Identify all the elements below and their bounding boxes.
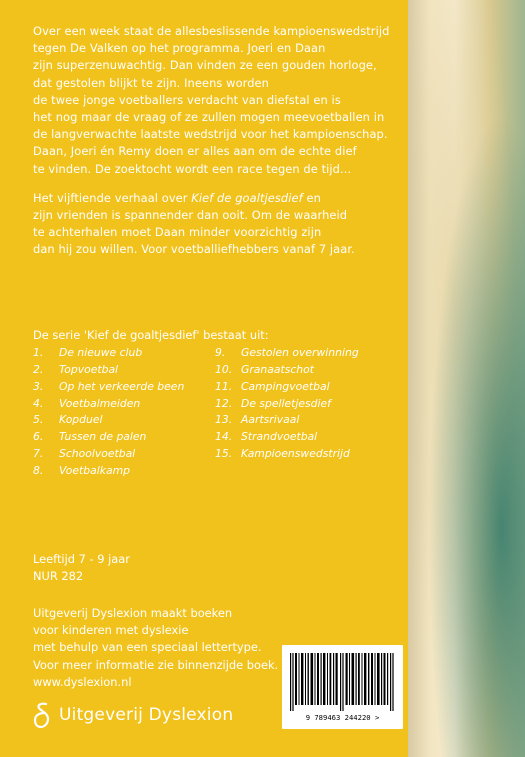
series-item (33, 412, 213, 429)
series-item-title: Voetbalmeiden (59, 396, 141, 410)
series-item (33, 379, 213, 396)
series-item (215, 412, 395, 429)
series-item-number: 6. (33, 430, 44, 444)
series-item-title: Campingvoetbal (241, 379, 330, 393)
isbn-barcode (282, 645, 403, 729)
blurb-line-text: Het vijftiende verhaal over (33, 190, 192, 205)
series-list (33, 327, 383, 477)
series-item-title: De spelletjesdief (241, 396, 331, 410)
blurb-line: te achterhalen moet Daan minder voorzichtig zijn (33, 225, 322, 240)
series-item (215, 396, 395, 413)
barcode-icon (288, 653, 397, 711)
series-item-number: 14. (215, 430, 233, 444)
series-item-number: 10. (215, 363, 233, 376)
barcode-digits: 9 789463 244220 > (305, 713, 380, 722)
series-item (215, 429, 395, 446)
publisher-logo-text: Uitgeverij Dyslexion (59, 705, 234, 725)
series-item-number: 3. (33, 379, 44, 393)
series-item-number: 13. (215, 413, 233, 427)
series-item-title: Aartsrivaal (241, 413, 300, 427)
blurb-line: het nog maar de vraag of ze zullen mogen meevoetballen in (33, 110, 385, 125)
publisher-logo (33, 702, 233, 728)
series-item-title: Kopduel (59, 413, 103, 427)
series-item-title: Gestolen overwinning (241, 346, 359, 360)
blurb-line: de twee jonge voetballers verdacht van diefstal en is (33, 92, 341, 107)
blurb-line: tegen De Valken op het programma. Joeri en Daan (33, 41, 326, 56)
series-item-number: 7. (33, 446, 44, 460)
book-meta (33, 551, 130, 585)
series-item (33, 446, 213, 463)
delta-logo-icon (33, 702, 51, 728)
blurb-line: dan hij zou willen. Voor voetballiefhebbers vanaf 7 jaar. (33, 242, 355, 257)
series-item-title: Schoolvoetbal (59, 446, 136, 460)
series-item (33, 396, 213, 413)
series-title: De serie 'Kief de goaltjesdief' bestaat uit: (33, 328, 269, 342)
blurb-paragraph-2 (33, 190, 383, 259)
publisher-line: Uitgeverij Dyslexion maakt boeken (33, 606, 233, 620)
blurb-line (33, 190, 383, 207)
blurb-line: Daan, Joeri én Remy doen er alles aan om de echte dief (33, 144, 357, 159)
series-column-right (215, 345, 395, 463)
blurb-line: zijn vrienden is spannender dan ooit. Om de waarheid (33, 208, 348, 223)
publisher-line: voor kinderen met dyslexie (33, 623, 189, 638)
series-item-title: Op het verkeerde been (59, 379, 185, 393)
blurb-text (33, 23, 390, 271)
publisher-line: Voor meer informatie zie binnenzijde boek. (33, 657, 279, 672)
blurb-line: Over een week staat de allesbeslissende kampioenswedstrijd (33, 24, 390, 38)
blurb-paragraph-1 (33, 23, 390, 178)
series-item-number: 8. (33, 463, 44, 477)
series-item (215, 379, 395, 396)
series-item-number: 1. (33, 346, 44, 360)
cover-photo-strip (408, 0, 525, 757)
blurb-line: de langverwachte laatste wedstrijd voor het kampioenschap. (33, 127, 388, 142)
series-item-title: Strandvoetbal (241, 430, 318, 444)
nur-code: NUR 282 (33, 569, 84, 584)
publisher-website: www.dyslexion.nl (33, 674, 132, 689)
blurb-line-text: en (302, 190, 321, 205)
series-item-number: 4. (33, 396, 44, 410)
blurb-line: dat gestolen blijkt te zijn. Ineens worden (33, 75, 269, 90)
series-item-number: 9. (215, 346, 226, 360)
series-item-number: 2. (33, 363, 44, 376)
series-item-title: Voetbalkamp (59, 463, 130, 477)
age-range: Leeftijd 7 - 9 jaar (33, 552, 130, 566)
series-item-title: De nieuwe club (59, 346, 143, 360)
series-item-title: Kampioenswedstrijd (241, 446, 350, 460)
series-item (215, 362, 395, 379)
series-item (33, 463, 213, 480)
series-item (215, 345, 395, 362)
publisher-line: met behulp van een speciaal lettertype. (33, 640, 262, 655)
series-item-number: 15. (215, 446, 233, 460)
blurb-line: zijn superzenuwachtig. Dan vinden ze een gouden horloge, (33, 58, 377, 73)
series-item (33, 429, 213, 446)
series-item-number: 5. (33, 413, 44, 427)
series-column-left (33, 345, 213, 479)
series-item (33, 362, 213, 379)
series-item (33, 345, 213, 362)
series-item-title: Granaatschot (241, 363, 314, 376)
series-name-italic: Kief de goaltjesdief (191, 190, 303, 205)
series-item-title: Topvoetbal (59, 363, 119, 376)
blurb-line: te vinden. De zoektocht wordt een race tegen de tijd... (33, 161, 352, 176)
series-item-number: 11. (215, 379, 233, 393)
series-item (215, 446, 395, 463)
publisher-info (33, 605, 278, 691)
series-item-title: Tussen de palen (59, 430, 147, 444)
series-item-number: 12. (215, 396, 233, 410)
